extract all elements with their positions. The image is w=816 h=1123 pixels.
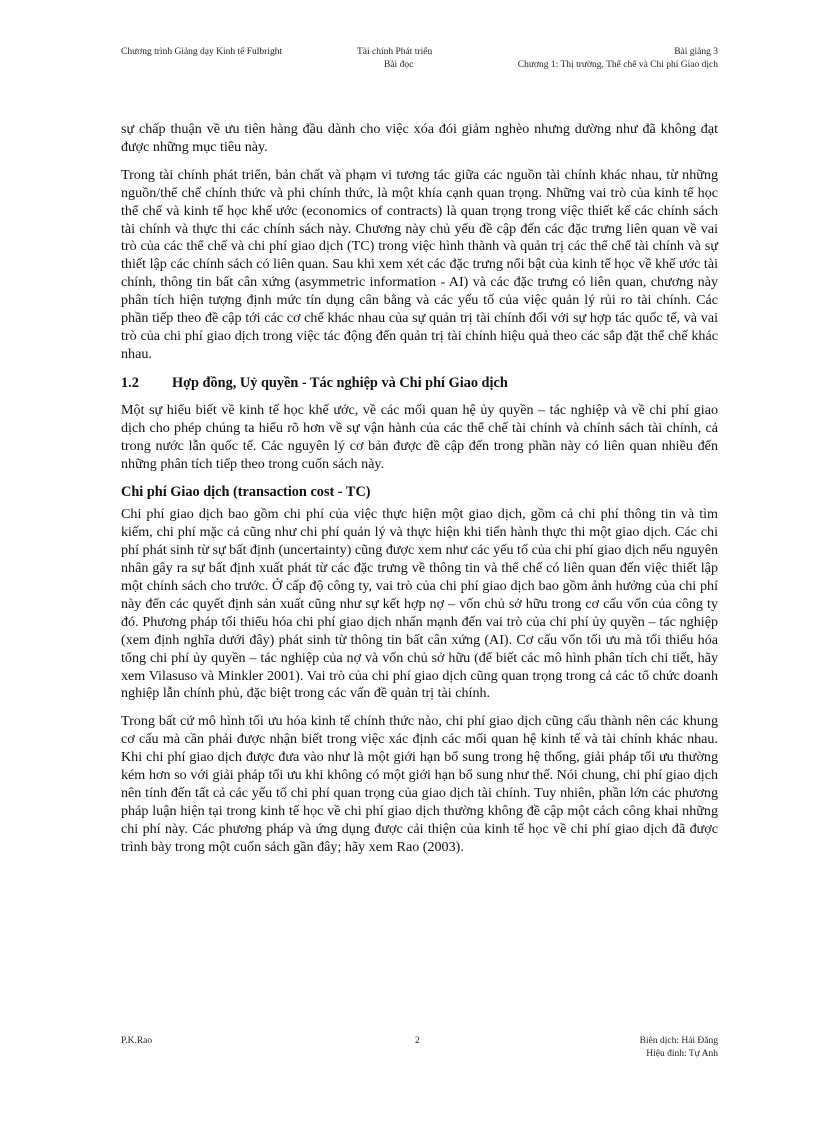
footer-translator: Biên dịch: Hải Đăng <box>639 1036 718 1046</box>
paragraph-3: Một sự hiểu biết về kinh tế học khế ước, về các mối quan hệ ủy quyền – tác nghiệp và về chi phí giao dịch cho phép chúng ta hiểu rõ hơn về sự vận hành của các thể chế tài chính và chính sách tài chính, cả trong nước lẫn quốc tế. Các nguyên lý cơ bản được đề cập đến trong phần này có liên quan nhiều đến những phân tích tiếp theo trong cuốn sách này. <box>121 401 718 472</box>
subsection-title: Chi phí Giao dịch (transaction cost - TC) <box>121 484 371 501</box>
footer-editor: Hiệu đính: Tự Anh <box>646 1049 718 1059</box>
footer-author: P.K.Rao <box>121 1036 153 1046</box>
header-doc-type: Bài đọc <box>384 60 414 70</box>
header-chapter: Chương 1: Thị trường, Thể chế và Chi phí Giao dịch <box>517 60 718 70</box>
paragraph-2: Trong tài chính phát triển, bản chất và phạm vi tương tác giữa các nguồn tài chính khác nhau, từ những nguồn/thể chế chính thức và phi chính thức, là một khía cạnh quan trọng. Những vai trò của kinh tế học thể chế và kinh tế học khế ước (economics of contracts) là quan trọng trong việc thiết kế các chính sách tài chính và thực thi các chính sách này. Chương này chủ yếu đề cập đến các đặc trưng liên quan về vai trò của các thể chế và chi phí giao dịch (TC) trong việc hình thành và quản trị các thể chế tài chính và sự thiết lập các chính sách có liên quan. Sau khi xem xét các đặc trưng nổi bật của kinh tế học về khế ước tài chính, thông tin bất cân xứng (asymmetric information - AI) và các đặc trưng có liên quan, chương này phân tích hiện tượng định mức tín dụng cân bằng và các yếu tố của việc quản lý rủi ro tài chính. Các phần tiếp theo đề cập tới các cơ chế khác nhau của sự quản trị tài chính đối với sự hợp tác quốc tế, và vai trò của chi phí giao dịch trong việc tác động đến quản trị tài chính hiệu quả theo các sắp đặt thể chế khác nhau. <box>121 166 718 362</box>
paragraph-4: Chi phí giao dịch bao gồm chi phí của việc thực hiện một giao dịch, gồm cả chi phí thông tin và tìm kiếm, chi phí mặc cả cũng như chi phí quản lý và thực hiện khi tiến hành thực thi một giao dịch. Các chi phí phát sinh từ sự bất định (uncertainty) cũng được xem như các yếu tố của chi phí giao dịch nếu nguyên nhân gây ra sự bất định xuất phát từ các đặc trưng về thông tin và thể chế có liên quan đến việc thiết lập một chính sách cho trước. Ở cấp độ công ty, vai trò của chi phí giao dịch bao gồm ảnh hưởng của chi phí này đến các quyết định sản xuất cũng như sự kết hợp nợ – vốn chủ sở hữu trong cơ cấu vốn của công ty đó. Phương pháp tối thiểu hóa chi phí giao dịch nhấn mạnh đến vai trò của chi phí ủy quyền – tác nghiệp (xem định nghĩa dưới đây) phát sinh từ thông tin bất cân xứng (AI). Cơ cấu vốn tối ưu mà tối thiểu hóa tổng chi phí ủy quyền – tác nghiệp của nợ và vốn chủ sở hữu (để biết các mô hình phân tích chi tiết, hãy xem Vilasuso và Minkler 2001). Vai trò của chi phí giao dịch cũng quan trọng trong cả các tổ chức doanh nghiệp lẫn chính phủ, đặc biệt trong các vấn đề quản trị tài chính. <box>121 506 718 702</box>
header-lecture: Bài giảng 3 <box>674 47 718 57</box>
page-number: 2 <box>415 1036 420 1046</box>
paragraph-5: Trong bất cứ mô hình tối ưu hóa kinh tế chính thức nào, chi phí giao dịch cũng cấu thành nên các khung cơ cấu mà cần phải được nhận biết trong việc xác định các mối quan hệ kinh tế và tài chính khác nhau. Khi chi phí giao dịch được đưa vào như là một giới hạn bổ sung trong hệ thống, giải pháp tối ưu thường kém hơn so với giải pháp tối ưu khi không có một giới hạn bổ sung như thế. Nói chung, chi phí giao dịch nên tính đến tất cả các yếu tố chi phí quan trọng của giao dịch tài chính. Tuy nhiên, phần lớn các phương pháp luận hiện tại trong kinh tế học về chi phí giao dịch thường không đề cập một cách công khai những chi phí này. Các phương pháp và ứng dụng được cải thiện của kinh tế học về chi phí giao dịch đã được trình bày trong một cuốn sách gần đây; hãy xem Rao (2003). <box>121 713 718 855</box>
paragraph-1: sự chấp thuận về ưu tiên hàng đầu dành cho việc xóa đói giảm nghèo nhưng dường như đã không đạt được những mục tiêu này. <box>121 121 718 155</box>
section-title: Hợp đồng, Uỷ quyền - Tác nghiệp và Chi phí Giao dịch <box>172 374 508 391</box>
header-program: Chương trình Giảng dạy Kinh tế Fulbright <box>121 47 283 57</box>
page-body <box>121 121 718 867</box>
header-course: Tài chính Phát triển <box>357 47 433 57</box>
section-heading <box>121 374 718 392</box>
section-number: 1.2 <box>121 374 139 391</box>
